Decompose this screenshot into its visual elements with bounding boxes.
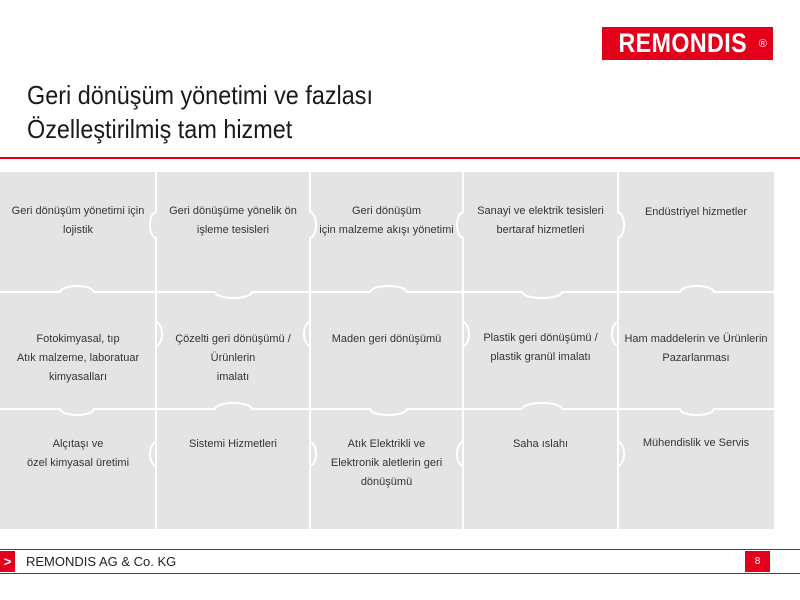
footer-arrow-icon: > xyxy=(0,551,15,572)
remondis-logo xyxy=(602,27,773,60)
page-number: 8 xyxy=(745,551,770,572)
service-weee-recycling: Atık Elektrikli ve Elektronik aletlerin geri dönüşümü xyxy=(330,438,443,488)
service-raw-material-marketing: Ham maddelerin ve Ürünlerin Pazarlanması xyxy=(624,333,768,364)
footer-divider-bottom xyxy=(0,573,800,574)
service-industrial: Endüstriyel hizmetler xyxy=(644,206,748,218)
service-material-flow-management: Geri dönüşüm için malzeme akışı yönetimi xyxy=(319,205,454,236)
title-line-1: Geri dönüşüm yönetimi ve fazlası xyxy=(27,80,373,110)
service-system-services: Sistemi Hizmetleri xyxy=(188,438,277,450)
service-site-remediation: Saha ıslahı xyxy=(512,438,569,450)
title-line-2: Özelleştirilmiş tam hizmet xyxy=(27,114,293,144)
service-photochemical: Fotokimyasal, tıp Atık malzeme, laboratuar kimyasalları xyxy=(16,333,140,383)
service-metal-recycling: Maden geri dönüşümü xyxy=(331,333,442,345)
service-logistics: Geri dönüşüm yönetimi için lojistik xyxy=(11,205,145,236)
registered-mark: ® xyxy=(758,37,767,50)
service-pretreatment-facilities: Geri dönüşüme yönelik ön işleme tesisleri xyxy=(169,205,297,236)
slide-title xyxy=(27,78,373,146)
service-plant-disposal: Sanayi ve elektrik tesisleri bertaraf hizmetleri xyxy=(477,205,604,236)
logo-text: REMONDIS xyxy=(618,28,748,58)
service-engineering: Mühendislik ve Servis xyxy=(642,437,750,449)
service-solution-recycling: Çözelti geri dönüşümü / Ürünlerin imalatı xyxy=(175,333,291,383)
footer-company-name: REMONDIS AG & Co. KG xyxy=(26,554,177,569)
title-divider xyxy=(0,157,800,159)
service-plastic-recycling: Plastik geri dönüşümü / plastik granül imalatı xyxy=(483,332,598,363)
services-puzzle-grid xyxy=(0,172,774,529)
service-gypsum-chemicals: Alçıtaşı ve özel kimyasal üretimi xyxy=(26,438,130,469)
footer-divider-top xyxy=(0,549,800,550)
